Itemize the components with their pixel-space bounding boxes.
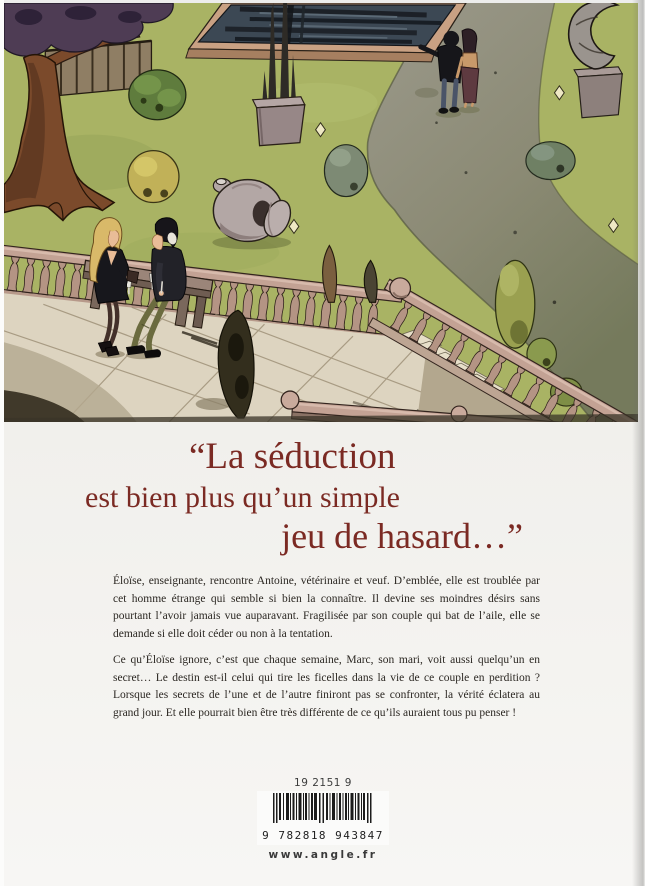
- synopsis-paragraph-1: Éloïse, enseignante, rencontre Antoine, vétérinaire et veuf. D’emblée, elle est troublée par cet homme étrange qui semble si bien la connaître. Il devine ses moindres désirs sans pourtant l’avoir jamais vue auparavant. Fragilisée par son couple qui bat de l’aile, elle se demande si elle doit céder ou non à la tentation.: [113, 575, 540, 640]
- barcode-box: [257, 791, 389, 845]
- tagline-quote: [85, 437, 541, 556]
- synopsis-paragraph-2: Ce qu’Éloïse ignore, c’est que chaque semaine, Marc, son mari, voit aussi quelqu’un en secret… Le destin est-il celui qui tire les ficelles dans la vie de ce couple en perdition ? Lorsque les secrets de l’une et de l’autre finiront pas se confronter, la vérité éclatera au grand jour. Et elle pourrait bien être très différente de ce qu’ils auraient tous pu penser !: [113, 654, 540, 719]
- quote-line-3: jeu de hasard…”: [281, 516, 523, 557]
- grey-green-bush-2: [526, 142, 575, 180]
- quote-line-2: est bien plus qu’un simple: [85, 480, 400, 514]
- isbn-number: 9 782818 943847: [262, 829, 384, 842]
- publisher-website: www.angle.fr: [268, 849, 378, 861]
- page-edge-shadow: [632, 0, 645, 886]
- print-code: 19 2151 9: [294, 777, 352, 789]
- yellow-bush: [128, 151, 179, 203]
- quote-line-1: “La séduction: [189, 436, 396, 477]
- green-bush: [129, 70, 186, 120]
- reflecting-pool: [186, 3, 466, 62]
- barcode-block: [245, 777, 401, 861]
- grey-green-bush: [324, 145, 367, 197]
- synopsis: [113, 573, 540, 722]
- barcode-icon: [273, 793, 373, 823]
- cover-illustration: [4, 3, 638, 422]
